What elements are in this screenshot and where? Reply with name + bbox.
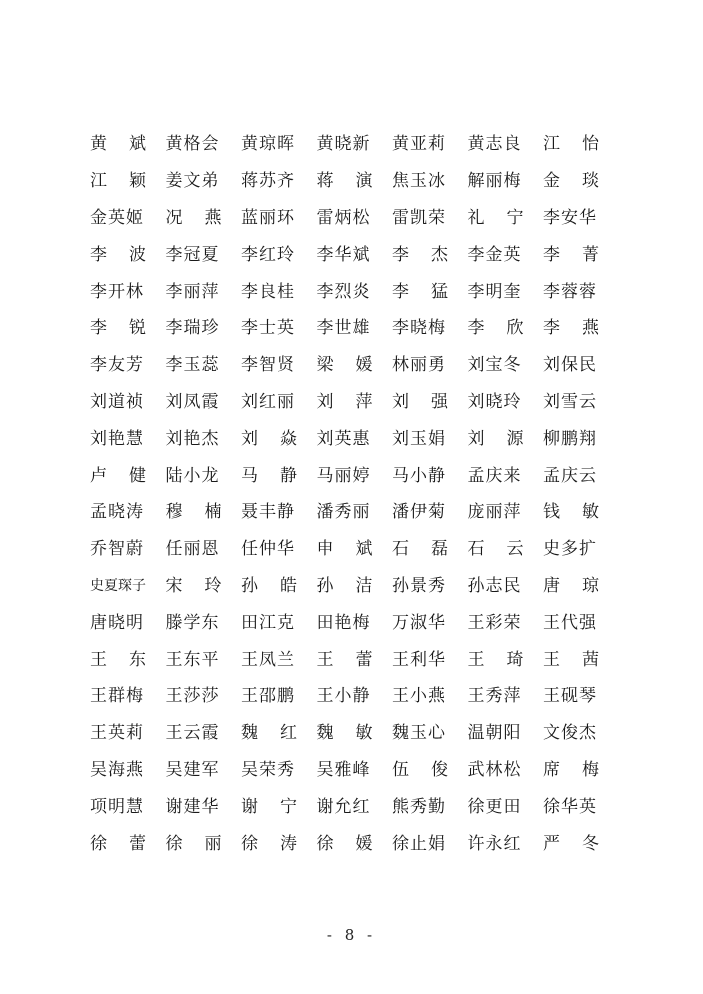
name-entry: 刘雪云 xyxy=(543,391,597,412)
name-entry: 王小燕 xyxy=(392,686,446,707)
name-entry: 唐晓明 xyxy=(90,612,144,633)
name-entry: 魏玉心 xyxy=(392,723,446,744)
name-entry: 雷凯荣 xyxy=(392,207,446,228)
name-entry: 武林松 xyxy=(467,759,522,780)
name-entry: 王凤兰 xyxy=(241,649,295,670)
name-entry: 刘玉娟 xyxy=(392,428,446,449)
name-entry: 王邵鹏 xyxy=(241,686,295,707)
name-entry: 刘艳慧 xyxy=(90,428,144,449)
name-entry: 刘英惠 xyxy=(316,428,371,449)
name-entry: 孙景秀 xyxy=(392,575,446,596)
name-entry: 柳鹏翔 xyxy=(543,428,597,449)
name-entry: 刘晓玲 xyxy=(467,391,522,412)
name-entry: 唐 琼 xyxy=(543,575,599,596)
name-entry: 陆小龙 xyxy=(165,465,220,486)
name-entry: 潘伊菊 xyxy=(392,502,446,523)
name-entry: 刘宝冬 xyxy=(467,355,522,376)
name-entry: 李明奎 xyxy=(467,281,522,302)
name-entry: 王群梅 xyxy=(90,686,144,707)
name-entry: 蒋苏齐 xyxy=(241,171,295,192)
name-entry: 石 云 xyxy=(467,539,524,560)
name-entry: 况 燕 xyxy=(165,207,222,228)
name-entry: 焦玉冰 xyxy=(392,171,446,192)
name-entry: 熊秀勤 xyxy=(392,796,446,817)
name-entry: 潘秀丽 xyxy=(316,502,371,523)
name-entry: 李瑞珍 xyxy=(165,318,220,339)
name-entry: 马丽婷 xyxy=(316,465,371,486)
name-entry: 刘红丽 xyxy=(241,391,295,412)
name-entry: 任丽恩 xyxy=(165,539,220,560)
name-entry: 王 茜 xyxy=(543,649,599,670)
name-entry: 黄志良 xyxy=(467,134,522,155)
name-entry: 孟晓涛 xyxy=(90,502,144,523)
name-entry: 黄 斌 xyxy=(90,134,146,155)
name-entry: 王 琦 xyxy=(467,649,524,670)
name-entry: 林丽勇 xyxy=(392,355,446,376)
name-entry: 王代强 xyxy=(543,612,597,633)
name-entry: 李世雄 xyxy=(316,318,371,339)
name-entry: 蒋 演 xyxy=(316,171,373,192)
name-entry: 吴雅峰 xyxy=(316,759,371,780)
name-entry: 李 菁 xyxy=(543,244,599,265)
name-entry: 李良桂 xyxy=(241,281,295,302)
name-entry: 黄琼晖 xyxy=(241,134,295,155)
name-entry: 刘 强 xyxy=(392,391,448,412)
name-entry: 李 波 xyxy=(90,244,146,265)
name-entry: 李安华 xyxy=(543,207,597,228)
name-entry: 李蓉蓉 xyxy=(543,281,597,302)
name-entry: 马 静 xyxy=(241,465,297,486)
name-entry: 孙志民 xyxy=(467,575,522,596)
name-entry: 王彩荣 xyxy=(467,612,522,633)
name-entry: 雷炳松 xyxy=(316,207,371,228)
name-entry: 魏 红 xyxy=(241,723,297,744)
name-entry: 魏 敏 xyxy=(316,723,373,744)
name-entry: 孙 洁 xyxy=(316,575,373,596)
name-entry: 李 欣 xyxy=(467,318,524,339)
name-entry: 王东平 xyxy=(165,649,220,670)
name-entry: 谢允红 xyxy=(316,796,371,817)
name-entry: 李 燕 xyxy=(543,318,599,339)
name-entry: 刘凤霞 xyxy=(165,391,220,412)
name-entry: 孟庆来 xyxy=(467,465,522,486)
name-entry: 王英莉 xyxy=(90,723,144,744)
name-entry: 孟庆云 xyxy=(543,465,597,486)
name-entry: 任仲华 xyxy=(241,539,295,560)
name-entry: 史多扩 xyxy=(543,539,597,560)
name-entry: 李金英 xyxy=(467,244,522,265)
name-entry: 李士英 xyxy=(241,318,295,339)
name-entry: 吴荣秀 xyxy=(241,759,295,780)
name-entry: 刘 萍 xyxy=(316,391,373,412)
name-entry: 解丽梅 xyxy=(467,171,522,192)
name-entry: 李玉蕊 xyxy=(165,355,220,376)
name-entry: 徐止娟 xyxy=(392,833,446,854)
name-entry: 万淑华 xyxy=(392,612,446,633)
name-entry: 伍 俊 xyxy=(392,759,448,780)
name-entry: 徐 涛 xyxy=(241,833,297,854)
name-entry: 庞丽萍 xyxy=(467,502,522,523)
name-entry: 马小静 xyxy=(392,465,446,486)
name-entry: 李烈炎 xyxy=(316,281,371,302)
name-entry: 李 杰 xyxy=(392,244,448,265)
name-entry: 李晓梅 xyxy=(392,318,446,339)
name-entry: 谢 宁 xyxy=(241,796,297,817)
name-entry: 李红玲 xyxy=(241,244,295,265)
name-entry: 钱 敏 xyxy=(543,502,599,523)
name-entry: 李 锐 xyxy=(90,318,146,339)
name-entry: 徐 媛 xyxy=(316,833,373,854)
name-entry: 黄晓新 xyxy=(316,134,371,155)
name-entry: 刘艳杰 xyxy=(165,428,220,449)
name-entry: 王云霞 xyxy=(165,723,220,744)
name-entry: 王秀萍 xyxy=(467,686,522,707)
name-entry: 李冠夏 xyxy=(165,244,220,265)
name-entry: 徐 丽 xyxy=(165,833,222,854)
name-entry: 刘 焱 xyxy=(241,428,297,449)
name-entry: 梁 媛 xyxy=(316,355,373,376)
name-entry: 金英姬 xyxy=(90,207,144,228)
name-entry: 项明慧 xyxy=(90,796,144,817)
name-entry: 田艳梅 xyxy=(316,612,371,633)
name-entry: 李华斌 xyxy=(316,244,371,265)
name-entry: 吴海燕 xyxy=(90,759,144,780)
name-entry: 谢建华 xyxy=(165,796,220,817)
name-entry: 黄格会 xyxy=(165,134,220,155)
name-entry: 滕学东 xyxy=(165,612,220,633)
name-entry: 李丽萍 xyxy=(165,281,220,302)
name-entry: 王利华 xyxy=(392,649,446,670)
name-entry: 蓝丽环 xyxy=(241,207,295,228)
name-entry: 李友芳 xyxy=(90,355,144,376)
name-entry: 刘保民 xyxy=(543,355,597,376)
page-number: - 8 - xyxy=(326,926,377,944)
name-entry: 严 冬 xyxy=(543,833,599,854)
name-entry: 许永红 xyxy=(467,833,522,854)
name-entry: 江 颖 xyxy=(90,171,146,192)
name-entry: 徐华英 xyxy=(543,796,597,817)
name-entry: 聂丰静 xyxy=(241,502,295,523)
name-entry: 席 梅 xyxy=(543,759,599,780)
name-entry: 文俊杰 xyxy=(543,723,597,744)
name-entry: 宋 玲 xyxy=(165,575,222,596)
name-entry: 卢 健 xyxy=(90,465,146,486)
name-entry: 石 磊 xyxy=(392,539,448,560)
name-entry: 王小静 xyxy=(316,686,371,707)
name-entry: 刘 源 xyxy=(467,428,524,449)
name-entry: 乔智蔚 xyxy=(90,539,144,560)
name-entry: 史夏琛子 xyxy=(90,577,146,594)
name-entry: 穆 楠 xyxy=(165,502,222,523)
name-entry: 徐更田 xyxy=(467,796,522,817)
name-entry: 田江克 xyxy=(241,612,295,633)
name-entry: 王砚琴 xyxy=(543,686,597,707)
name-entry: 李 猛 xyxy=(392,281,448,302)
name-entry: 徐 蕾 xyxy=(90,833,146,854)
name-entry: 孙 皓 xyxy=(241,575,297,596)
name-entry: 吴建军 xyxy=(165,759,220,780)
name-entry: 王莎莎 xyxy=(165,686,220,707)
names-grid xyxy=(90,126,620,862)
name-entry: 李智贤 xyxy=(241,355,295,376)
name-entry: 江 怡 xyxy=(543,134,599,155)
name-entry: 金 琰 xyxy=(543,171,599,192)
name-entry: 刘道祯 xyxy=(90,391,144,412)
name-entry: 申 斌 xyxy=(316,539,373,560)
name-entry: 王 东 xyxy=(90,649,146,670)
name-entry: 李开林 xyxy=(90,281,144,302)
name-entry: 王 蕾 xyxy=(316,649,373,670)
name-entry: 温朝阳 xyxy=(467,723,522,744)
name-entry: 姜文弟 xyxy=(165,171,220,192)
name-entry: 礼 宁 xyxy=(467,207,524,228)
name-entry: 黄亚莉 xyxy=(392,134,446,155)
